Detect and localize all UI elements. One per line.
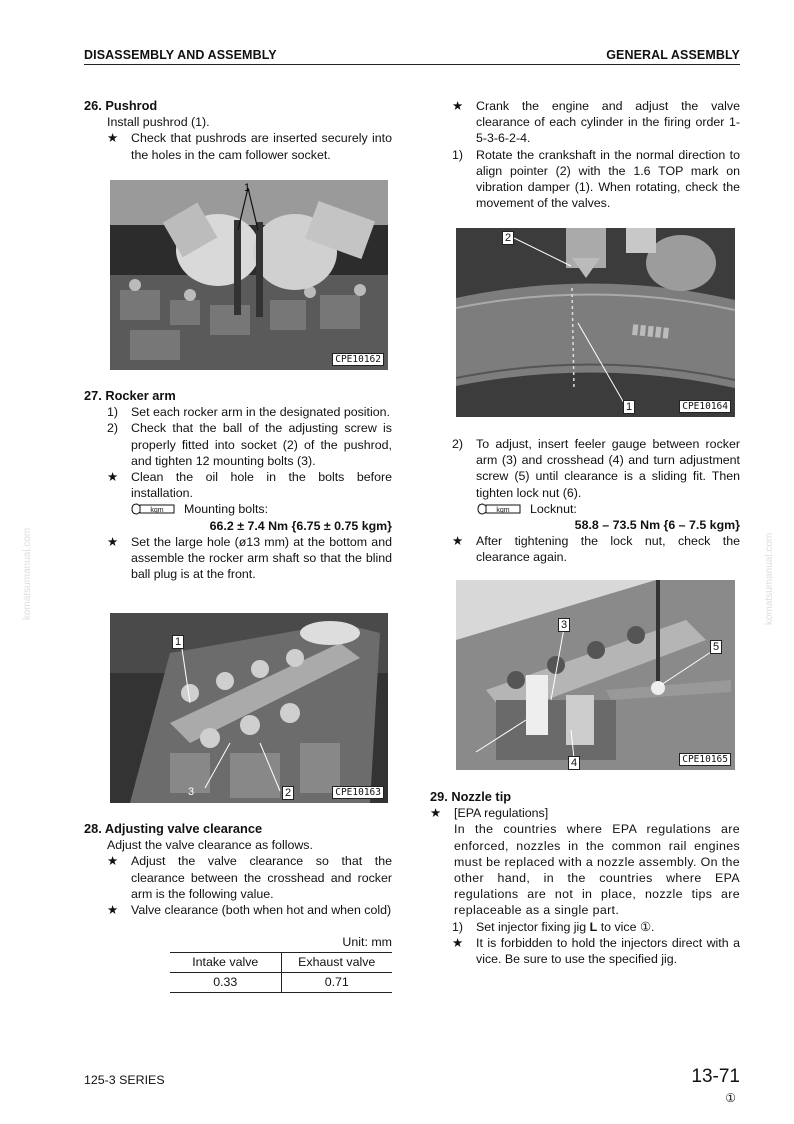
svg-text:kgm: kgm: [150, 507, 164, 515]
star-mark: ★: [452, 935, 464, 950]
section-29: [430, 789, 740, 967]
right-mid-text: [430, 436, 740, 566]
section-28: [84, 821, 392, 918]
section-27-item-2: [84, 420, 392, 469]
photo-adjust: [456, 580, 735, 770]
section-26-note: [84, 130, 392, 162]
crank-note-text: Crank the engine and adjust the valve clearance of each cylinder in the firing order 1-5-3-6-2-4.: [476, 99, 740, 146]
epa-paragraph: In the countries where EPA regulations are enforced, nozzles in the common rail engines must be replaced with a nozzle assembly. On the other hand, in the countries where EPA regulations are not in place, nozzle tips are replaceable as a single part.: [454, 822, 740, 918]
section-26-title: 26. Pushrod: [84, 98, 158, 113]
footer-page-number: 13-71: [691, 1066, 740, 1087]
section-27-item-1: [84, 404, 392, 420]
step1-post: to vice ①.: [600, 919, 655, 934]
section-29-title: 29. Nozzle tip: [430, 789, 512, 804]
page-header: [84, 47, 740, 65]
locknut-value: 58.8 – 73.5 Nm {6 – 7.5 kgm}: [574, 518, 740, 533]
photo-pushrod-illustration: [110, 180, 388, 370]
item-text: Set each rocker arm in the designated position.: [131, 405, 390, 420]
photo-adjust-callout-5: 5: [710, 640, 722, 654]
step-2: [430, 436, 740, 501]
section-27-title: 27. Rocker arm: [84, 388, 176, 403]
locknut-line: [430, 501, 740, 517]
star-mark: ★: [430, 806, 442, 821]
table-cell: 0.71: [281, 973, 392, 993]
footer-revision: ①: [725, 1091, 736, 1105]
star-mark: ★: [107, 903, 119, 918]
svg-text:▮▮▮▮▮: ▮▮▮▮▮: [630, 320, 671, 341]
valve-clearance-table: [170, 952, 392, 993]
after-note: [430, 533, 740, 565]
photo-damper-illustration: [456, 228, 735, 417]
item-mark: 1): [107, 405, 119, 420]
watermark-right: komatsumanual.com: [764, 532, 775, 625]
photo-rocker-callout-1: 1: [172, 635, 184, 649]
star-mark: ★: [452, 99, 464, 113]
nozzle-step-1-text: [476, 919, 740, 935]
torque-wrench-icon: [130, 502, 176, 516]
watermark-left: komatsumanual.com: [22, 527, 33, 620]
step-1: [430, 147, 740, 212]
section-27: [84, 388, 392, 582]
table-header: Intake valve: [170, 953, 281, 973]
table-unit: Unit: mm: [342, 935, 392, 949]
item-text: Clean the oil hole in the bolts before installation.: [131, 470, 392, 501]
step-2-text: To adjust, insert feeler gauge between rocker arm (3) and crosshead (4) and turn adjustment screw (5) until clearance is a sliding fit. Then tighten lock nut (6).: [476, 437, 740, 500]
photo-adjust-callout-3: 3: [558, 618, 570, 632]
photo-rocker-callout-3: 3: [188, 786, 195, 798]
crank-note: [430, 98, 740, 147]
photo-rocker-arm-illustration: [110, 613, 388, 803]
star-mark: ★: [107, 131, 119, 146]
section-27-star: [84, 534, 392, 583]
photo-pushrod-code: CPE10162: [332, 353, 384, 366]
section-28-star-1-text: Adjust the valve clearance so that the clearance between the crosshead and rocker arm is the following value.: [131, 854, 392, 901]
jig-letter: L: [589, 919, 598, 934]
item-mark: 1): [452, 919, 464, 934]
photo-adjust-code: CPE10165: [679, 753, 731, 766]
star-mark: ★: [107, 854, 119, 869]
section-27-item-3: [84, 469, 392, 501]
section-28-title: 28. Adjusting valve clearance: [84, 821, 263, 836]
photo-adjust-illustration: [456, 580, 735, 770]
star-mark: ★: [107, 534, 119, 549]
right-top-text: [430, 98, 740, 211]
photo-pushrod-callout: 1: [244, 182, 251, 194]
section-28-star-1: [84, 853, 392, 902]
photo-rocker-arm: [110, 613, 388, 803]
nozzle-star: [430, 935, 740, 967]
star-mark: ★: [452, 534, 464, 549]
table-row: [170, 973, 392, 993]
photo-adjust-callout-4: 4: [568, 756, 580, 770]
photo-damper-code: CPE10164: [679, 400, 731, 413]
step1-pre: Set injector fixing jig: [476, 919, 587, 934]
footer-series: 125-3 SERIES: [84, 1073, 165, 1087]
torque-value: 66.2 ± 7.4 Nm {6.75 ± 0.75 kgm}: [209, 518, 392, 533]
photo-damper-callout-2: 2: [502, 231, 514, 245]
section-28-star-2-text: Valve clearance (both when hot and when cold): [131, 903, 392, 918]
section-26: [84, 98, 392, 163]
after-note-text: After tightening the lock nut, check the clearance again.: [476, 534, 740, 565]
header-section: DISASSEMBLY AND ASSEMBLY: [84, 48, 277, 62]
nozzle-star-text: It is forbidden to hold the injectors direct with a vice. Be sure to use the specified jig.: [476, 935, 740, 967]
item-mark: ★: [107, 470, 119, 485]
section-26-line: Install pushrod (1).: [107, 115, 210, 130]
table-header-row: [170, 953, 392, 973]
section-28-star-2: [84, 902, 392, 918]
table-header: Exhaust valve: [281, 953, 392, 973]
item-mark: 2): [107, 421, 119, 436]
torque-wrench-icon: [476, 502, 522, 516]
nozzle-step-1: [430, 919, 740, 935]
photo-damper: [456, 228, 735, 417]
photo-damper-callout-1: 1: [623, 400, 635, 414]
torque-line: [84, 501, 392, 517]
step-1-text: Rotate the crankshaft in the normal direction to align pointer (2) with the 1.6 TOP mark on vibration damper (1). When rotating, check the movement of the valves.: [476, 147, 740, 211]
section-28-line: Adjust the valve clearance as follows.: [107, 838, 313, 853]
item-mark: 2): [452, 437, 464, 451]
torque-label: Mounting bolts:: [184, 502, 269, 517]
section-26-note-text: Check that pushrods are inserted securely into the holes in the cam follower socket.: [131, 131, 392, 162]
photo-pushrod: [110, 180, 388, 370]
table-cell: 0.33: [170, 973, 281, 993]
photo-rocker-code: CPE10163: [332, 786, 384, 799]
epa-text: [EPA regulations]: [454, 806, 549, 821]
header-chapter: GENERAL ASSEMBLY: [606, 48, 740, 62]
locknut-label: Locknut:: [530, 501, 577, 516]
photo-rocker-callout-2: 2: [282, 786, 294, 800]
section-27-star-text: Set the large hole (ø13 mm) at the bottom and assemble the rocker arm shaft so that the blind ball plug is at the front.: [131, 534, 392, 582]
item-text: Check that the ball of the adjusting screw is properly fitted into socket (2) of the pushrod, and tighten 12 mounting bolts (3).: [131, 421, 392, 468]
epa-line: [430, 805, 740, 821]
item-mark: 1): [452, 147, 464, 162]
svg-text:kgm: kgm: [496, 506, 510, 514]
